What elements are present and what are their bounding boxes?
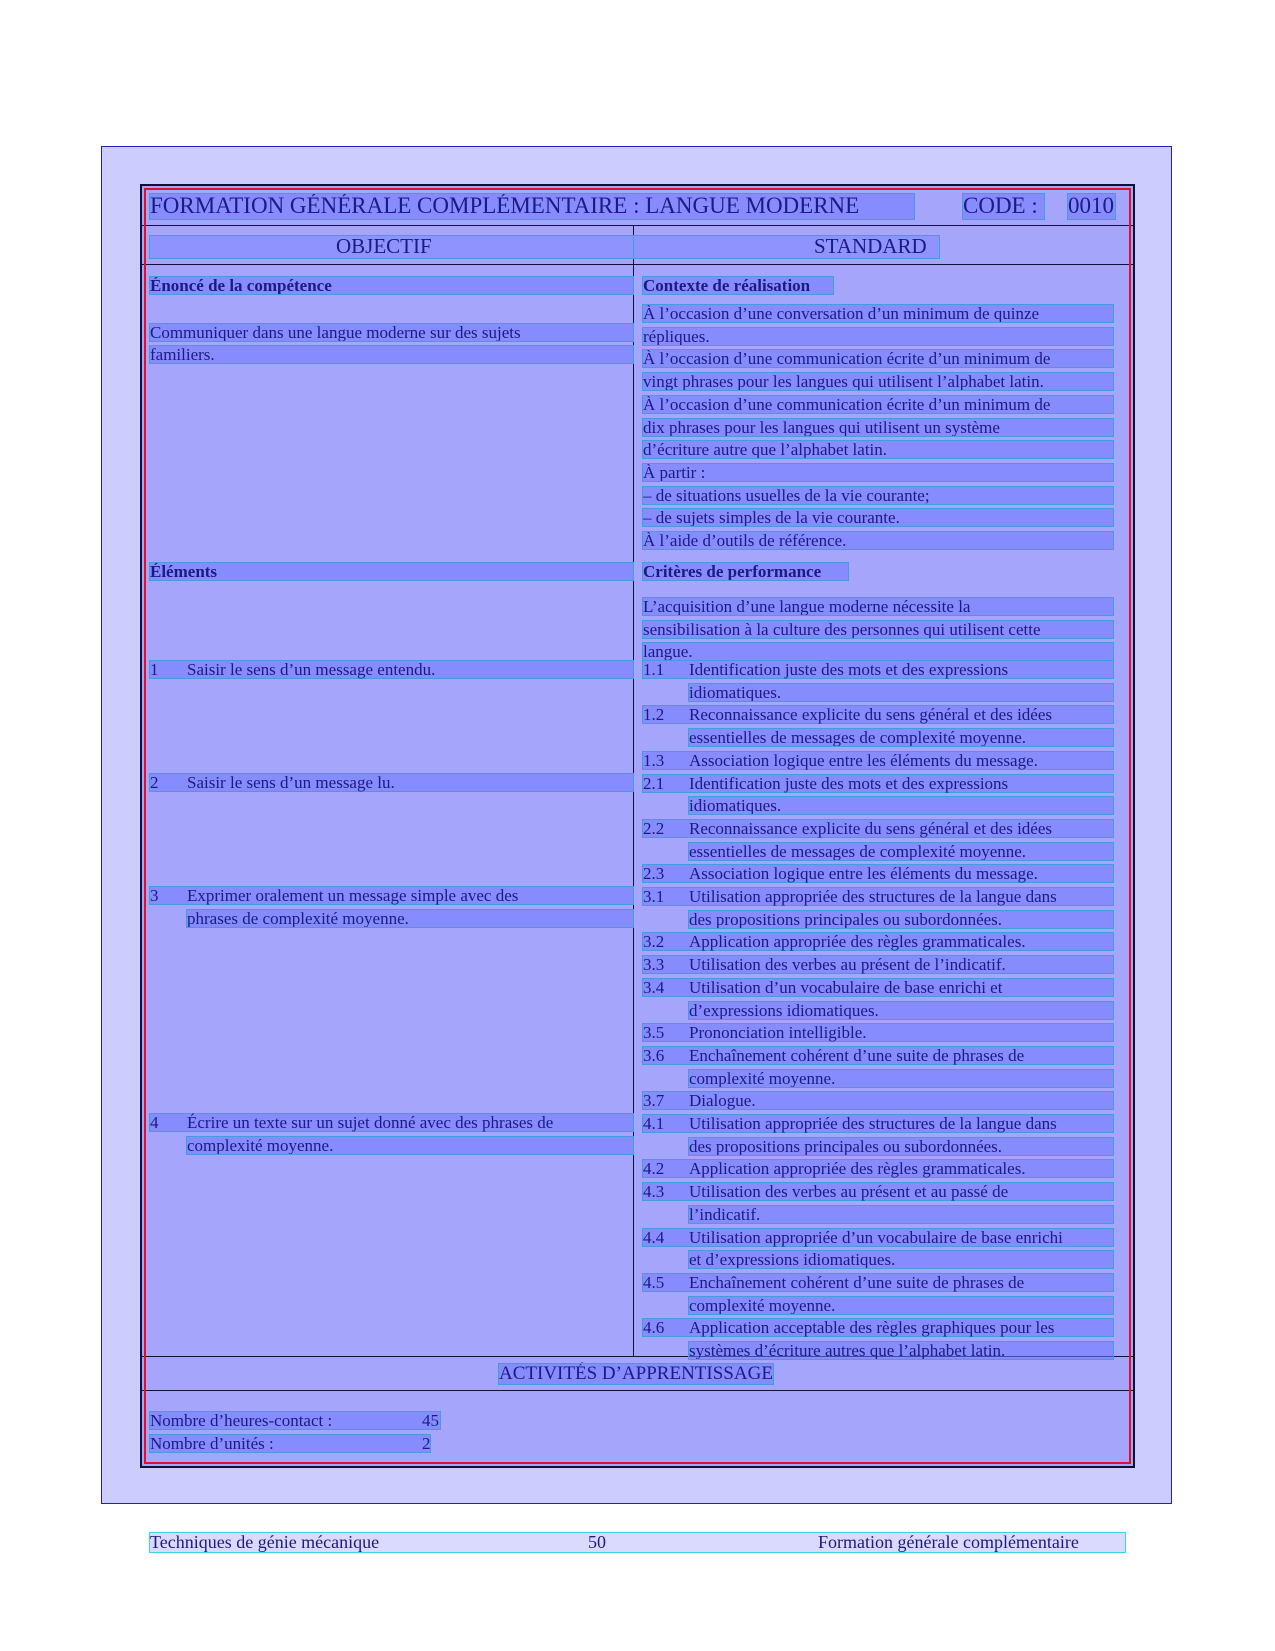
critere-number: 3.5	[643, 1023, 665, 1043]
activites-heading: ACTIVITÉS D’APPRENTISSAGE	[499, 1363, 773, 1384]
critere-text-cont: essentielles de messages de complexité moyenne.	[689, 843, 1113, 860]
critere-number: 1.2	[643, 705, 665, 725]
critere-number: 2.1	[643, 773, 665, 793]
critere-text: Utilisation des verbes au présent de l’indicatif.	[689, 955, 1006, 975]
critere-number: 4.4	[643, 1227, 665, 1247]
contexte-line: dix phrases pour les langues qui utilisent un système	[643, 419, 1113, 436]
critere-text: Utilisation des verbes au présent et au passé de	[689, 1182, 1009, 1202]
critere-text: Application acceptable des règles graphiques pour les	[689, 1318, 1055, 1338]
element-text: Saisir le sens d’un message entendu.	[187, 660, 436, 679]
rule-below-columns	[142, 264, 1133, 265]
critere-item	[643, 1274, 1113, 1291]
element-number: 1	[150, 660, 159, 679]
code-label: CODE :	[963, 194, 1044, 219]
critere-text: Enchaînement cohérent d’une suite de phrases de	[689, 1045, 1025, 1065]
unites-row	[150, 1435, 430, 1452]
critere-text: Utilisation appropriée des structures de la langue dans	[689, 887, 1057, 906]
critere-item	[643, 661, 1113, 678]
column-divider	[633, 226, 634, 1356]
critere-text: Association logique entre les éléments du message.	[689, 750, 1038, 770]
critere-number: 4.5	[643, 1272, 665, 1292]
element-text: Exprimer oralement un message simple avec des	[187, 886, 519, 905]
contexte-line: À l’aide d’outils de référence.	[643, 532, 1113, 549]
critere-text-cont: essentielles de messages de complexité moyenne.	[689, 729, 1113, 746]
critere-item	[643, 979, 1113, 996]
critere-text: Identification juste des mots et des expressions	[689, 773, 1009, 793]
critere-number: 3.1	[643, 887, 665, 906]
critere-number: 4.2	[643, 1159, 665, 1179]
critere-number: 3.6	[643, 1045, 665, 1065]
criteres-heading: Critères de performance	[643, 563, 848, 580]
element-item	[150, 661, 633, 678]
footer-page-number: 50	[588, 1532, 606, 1552]
critere-number: 2.3	[643, 864, 665, 884]
unites-value: 2	[422, 1434, 431, 1453]
element-item	[150, 774, 633, 791]
contexte-line: À partir :	[643, 464, 1113, 481]
critere-item	[643, 1092, 1113, 1109]
critere-item	[643, 752, 1113, 769]
critere-item	[643, 865, 1113, 882]
critere-text-cont: complexité moyenne.	[689, 1070, 1113, 1087]
critere-number: 4.1	[643, 1114, 665, 1133]
column-header-objectif-label: OBJECTIF	[336, 234, 432, 258]
critere-item	[643, 1047, 1113, 1064]
critere-text-cont: idiomatiques.	[689, 684, 1113, 701]
code-value: 0010	[1068, 193, 1114, 218]
form-title: FORMATION GÉNÉRALE COMPLÉMENTAIRE : LANGUE MODERNE	[150, 194, 914, 219]
element-number: 2	[150, 773, 159, 792]
critere-text: Application appropriée des règles grammaticales.	[689, 1159, 1026, 1179]
critere-text-cont: systèmes d’écriture autres que l’alphabet latin.	[689, 1342, 1113, 1359]
critere-number: 1.1	[643, 660, 665, 679]
element-number: 3	[150, 886, 159, 905]
critere-text: Utilisation appropriée d’un vocabulaire de base enrichi	[689, 1227, 1063, 1247]
critere-text: Reconnaissance explicite du sens général et des idées	[689, 705, 1053, 725]
contexte-line: – de sujets simples de la vie courante.	[643, 509, 1113, 526]
critere-text: Utilisation d’un vocabulaire de base enrichi et	[689, 977, 1003, 997]
critere-text-cont: et d’expressions idiomatiques.	[689, 1251, 1113, 1268]
element-text-cont: complexité moyenne.	[187, 1137, 633, 1154]
column-header-objectif	[150, 236, 633, 258]
critere-text-cont: des propositions principales ou subordonnées.	[689, 1138, 1113, 1155]
criteres-intro-line: sensibilisation à la culture des personnes qui utilisent cette	[643, 621, 1113, 638]
critere-item	[643, 706, 1113, 723]
critere-text: Application appropriée des règles grammaticales.	[689, 932, 1026, 952]
critere-text-cont: l’indicatif.	[689, 1206, 1113, 1223]
critere-number: 4.3	[643, 1182, 665, 1202]
critere-item	[643, 820, 1113, 837]
contexte-line: répliques.	[643, 328, 1113, 345]
critere-item	[643, 1229, 1113, 1246]
critere-number: 3.4	[643, 977, 665, 997]
critere-text-cont: des propositions principales ou subordonnées.	[689, 911, 1113, 928]
critere-text: Reconnaissance explicite du sens général et des idées	[689, 818, 1053, 838]
critere-text: Utilisation appropriée des structures de la langue dans	[689, 1114, 1057, 1133]
enonce-heading: Énoncé de la compétence	[150, 277, 633, 294]
critere-text-cont: complexité moyenne.	[689, 1297, 1113, 1314]
critere-item	[643, 933, 1113, 950]
critere-number: 3.7	[643, 1091, 665, 1111]
critere-number: 4.6	[643, 1318, 665, 1338]
critere-item	[643, 1160, 1113, 1177]
rule-below-activites	[142, 1390, 1133, 1391]
critere-item	[643, 1115, 1113, 1132]
contexte-line: À l’occasion d’une conversation d’un minimum de quinze	[643, 305, 1113, 322]
heures-contact-label: Nombre d’heures-contact :	[150, 1411, 333, 1430]
footer-right: Formation générale complémentaire	[818, 1532, 1079, 1552]
element-text: Saisir le sens d’un message lu.	[187, 773, 395, 792]
unites-label: Nombre d’unités :	[150, 1434, 274, 1453]
contexte-line: À l’occasion d’une communication écrite d’un minimum de	[643, 396, 1113, 413]
critere-text-cont: idiomatiques.	[689, 797, 1113, 814]
critere-item	[643, 1024, 1113, 1041]
critere-item	[643, 956, 1113, 973]
enonce-line: Communiquer dans une langue moderne sur des sujets	[150, 324, 633, 341]
element-item	[150, 887, 633, 904]
element-item	[150, 1114, 633, 1131]
element-text: Écrire un texte sur un sujet donné avec des phrases de	[187, 1113, 554, 1132]
enonce-line: familiers.	[150, 346, 633, 363]
element-text-cont: phrases de complexité moyenne.	[187, 910, 633, 927]
critere-number: 3.2	[643, 932, 665, 952]
critere-item	[643, 1183, 1113, 1200]
elements-heading: Éléments	[150, 563, 633, 580]
critere-text: Identification juste des mots et des expressions	[689, 660, 1009, 679]
critere-number: 1.3	[643, 750, 665, 770]
element-number: 4	[150, 1113, 159, 1132]
critere-number: 3.3	[643, 955, 665, 975]
footer-left: Techniques de génie mécanique	[150, 1532, 380, 1552]
critere-number: 2.2	[643, 818, 665, 838]
heures-contact-value: 45	[422, 1411, 439, 1430]
criteres-intro-line: langue.	[643, 643, 1113, 660]
critere-item	[643, 1319, 1113, 1336]
rule-below-title	[142, 225, 1133, 226]
heures-contact-row	[150, 1412, 440, 1429]
contexte-heading: Contexte de réalisation	[643, 277, 833, 294]
contexte-line: – de situations usuelles de la vie courante;	[643, 487, 1113, 504]
critere-text: Enchaînement cohérent d’une suite de phrases de	[689, 1272, 1025, 1292]
criteres-intro-line: L’acquisition d’une langue moderne nécessite la	[643, 598, 1113, 615]
column-header-standard-label: STANDARD	[814, 234, 927, 258]
contexte-line: À l’occasion d’une communication écrite d’un minimum de	[643, 350, 1113, 367]
contexte-line: d’écriture autre que l’alphabet latin.	[643, 441, 1113, 458]
critere-text: Prononciation intelligible.	[689, 1023, 867, 1043]
critere-item	[643, 775, 1113, 792]
critere-text-cont: d’expressions idiomatiques.	[689, 1002, 1113, 1019]
critere-text: Dialogue.	[689, 1091, 756, 1111]
critere-text: Association logique entre les éléments du message.	[689, 864, 1038, 884]
contexte-line: vingt phrases pour les langues qui utilisent l’alphabet latin.	[643, 373, 1113, 390]
critere-item	[643, 888, 1113, 905]
column-header-standard	[634, 236, 939, 258]
